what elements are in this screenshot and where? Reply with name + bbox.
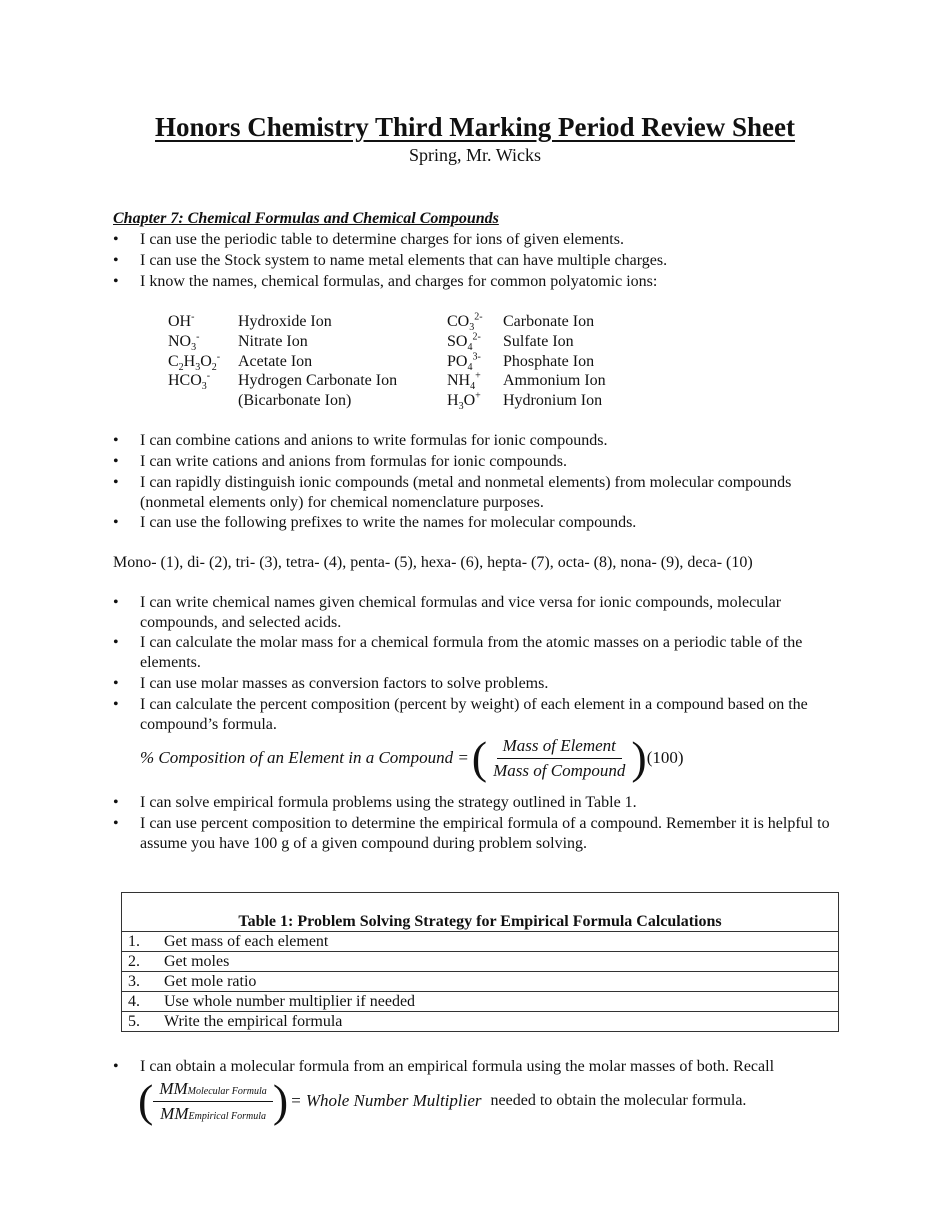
ion-name: Carbonate Ion (503, 313, 595, 330)
bullet-item: • I can solve empirical formula problems using the strategy outlined in Table 1. (113, 794, 637, 811)
bullet-icon: • (113, 794, 119, 811)
formula-numerator: Mass of Element (497, 736, 622, 759)
bullet-icon: • (113, 1058, 119, 1075)
bullet-icon: • (113, 273, 119, 290)
bullet-icon: • (113, 231, 119, 248)
strategy-table (121, 892, 839, 1032)
chapter-heading: Chapter 7: Chemical Formulas and Chemical Compounds (113, 210, 499, 227)
formula-factor: (100) (646, 748, 684, 767)
bullet-item: • I can write cations and anions from formulas for ionic compounds. (113, 453, 567, 470)
bullet-icon: • (113, 432, 119, 449)
bullet-icon: • (113, 696, 119, 713)
bullet-item: • I can write chemical names given chemical formulas and vice versa for ionic compounds, molecular compounds, and selected acids. (113, 594, 782, 631)
molecular-formula-ratio: ( $\frac{\text{MMMolecular Formula}}{\text{MMEmpirical Formula}}$ ) = Whole Number Multiplier needed to obtain the molecular formula. (138, 1075, 747, 1126)
page-title: Honors Chemistry Third Marking Period Review Sheet (155, 112, 795, 142)
ion-formula: $NH_4^+$ (447, 370, 481, 393)
table-row: 4. Use whole number multiplier if needed (122, 992, 839, 1012)
bullet-item: • I can use percent composition to determine the empirical formula of a compound. Remember it is helpful to assume you have 100 g of a given compound during problem solving. (113, 815, 830, 852)
bullet-item: • I can use the periodic table to determine charges for ions of given elements. (113, 231, 624, 248)
ion-formula: OH- (168, 311, 195, 330)
percent-composition-formula: % Composition of an Element in a Compound = ( $\frac{\text{Mass of Element}}{\text{Mass of Compound}}$ ) (100) (140, 732, 684, 783)
ion-formula: $PO_4^{3-}$ (447, 351, 481, 374)
bullet-item: • I can use the following prefixes to write the names for molecular compounds. (113, 514, 637, 531)
ion-name: Hydronium Ion (503, 392, 603, 409)
bullet-icon: • (113, 594, 119, 611)
prefix-list: Mono- (1), di- (2), tri- (3), tetra- (4), penta- (5), hexa- (6), hepta- (7), octa- (8), nona- (9), deca- (10) (113, 554, 753, 571)
ion-name: Hydroxide Ion (238, 313, 332, 330)
ion-formula: $CO_3^{2-}$ (447, 311, 483, 334)
bullet-icon: • (113, 252, 119, 269)
bullet-item: • I can rapidly distinguish ionic compounds (metal and nonmetal elements) from molecular compounds (nonmetal elements only) for chemical nomenclature purposes. (113, 474, 792, 511)
bullet-icon: • (113, 453, 119, 470)
ion-formula: $H_3O^+$ (447, 390, 481, 413)
ion-name: Phosphate Ion (503, 353, 595, 370)
table-row: 5. Write the empirical formula (122, 1012, 839, 1032)
table-row: 3. Get mole ratio (122, 972, 839, 992)
bullet-icon: • (113, 675, 119, 692)
ion-formula: $NO_3^-$ (168, 331, 200, 354)
bullet-icon: • (113, 474, 119, 491)
bullet-icon: • (113, 514, 119, 531)
table-row: 1. Get mass of each element (122, 932, 839, 952)
bullet-item: • I can calculate the percent composition (percent by weight) of each element in a compound based on the compound’s formula. (113, 696, 808, 733)
ion-formula: $SO_4^{2-}$ (447, 331, 481, 354)
ion-name: Acetate Ion (238, 353, 313, 370)
bullet-icon: • (113, 634, 119, 651)
formula-denominator: Mass of Compound (493, 760, 626, 780)
bullet-item: • I can calculate the molar mass for a chemical formula from the atomic masses on a periodic table of the elements. (113, 634, 803, 671)
bullet-item: • I can obtain a molecular formula from an empirical formula using the molar masses of both. Recall (113, 1058, 775, 1075)
table-caption: Table 1: Problem Solving Strategy for Empirical Formula Calculations (122, 893, 839, 932)
table-row: 2. Get moles (122, 952, 839, 972)
ion-formula: $C_2H_3O_2^-$ (168, 351, 221, 374)
bullet-item: • I can combine cations and anions to write formulas for ionic compounds. (113, 432, 608, 449)
bullet-item: • I know the names, chemical formulas, and charges for common polyatomic ions: (113, 273, 658, 290)
ion-name: Nitrate Ion (238, 333, 308, 350)
ion-name: (Bicarbonate Ion) (238, 392, 352, 409)
ion-name: Sulfate Ion (503, 333, 574, 350)
ion-name: Hydrogen Carbonate Ion (238, 372, 398, 389)
ion-formula: $HCO_3^-$ (168, 370, 211, 393)
bullet-item: • I can use the Stock system to name metal elements that can have multiple charges. (113, 252, 668, 269)
bullet-icon: • (113, 815, 119, 832)
page-subtitle: Spring, Mr. Wicks (409, 145, 541, 165)
bullet-item: • I can use molar masses as conversion factors to solve problems. (113, 675, 549, 692)
ion-name: Ammonium Ion (503, 372, 606, 389)
